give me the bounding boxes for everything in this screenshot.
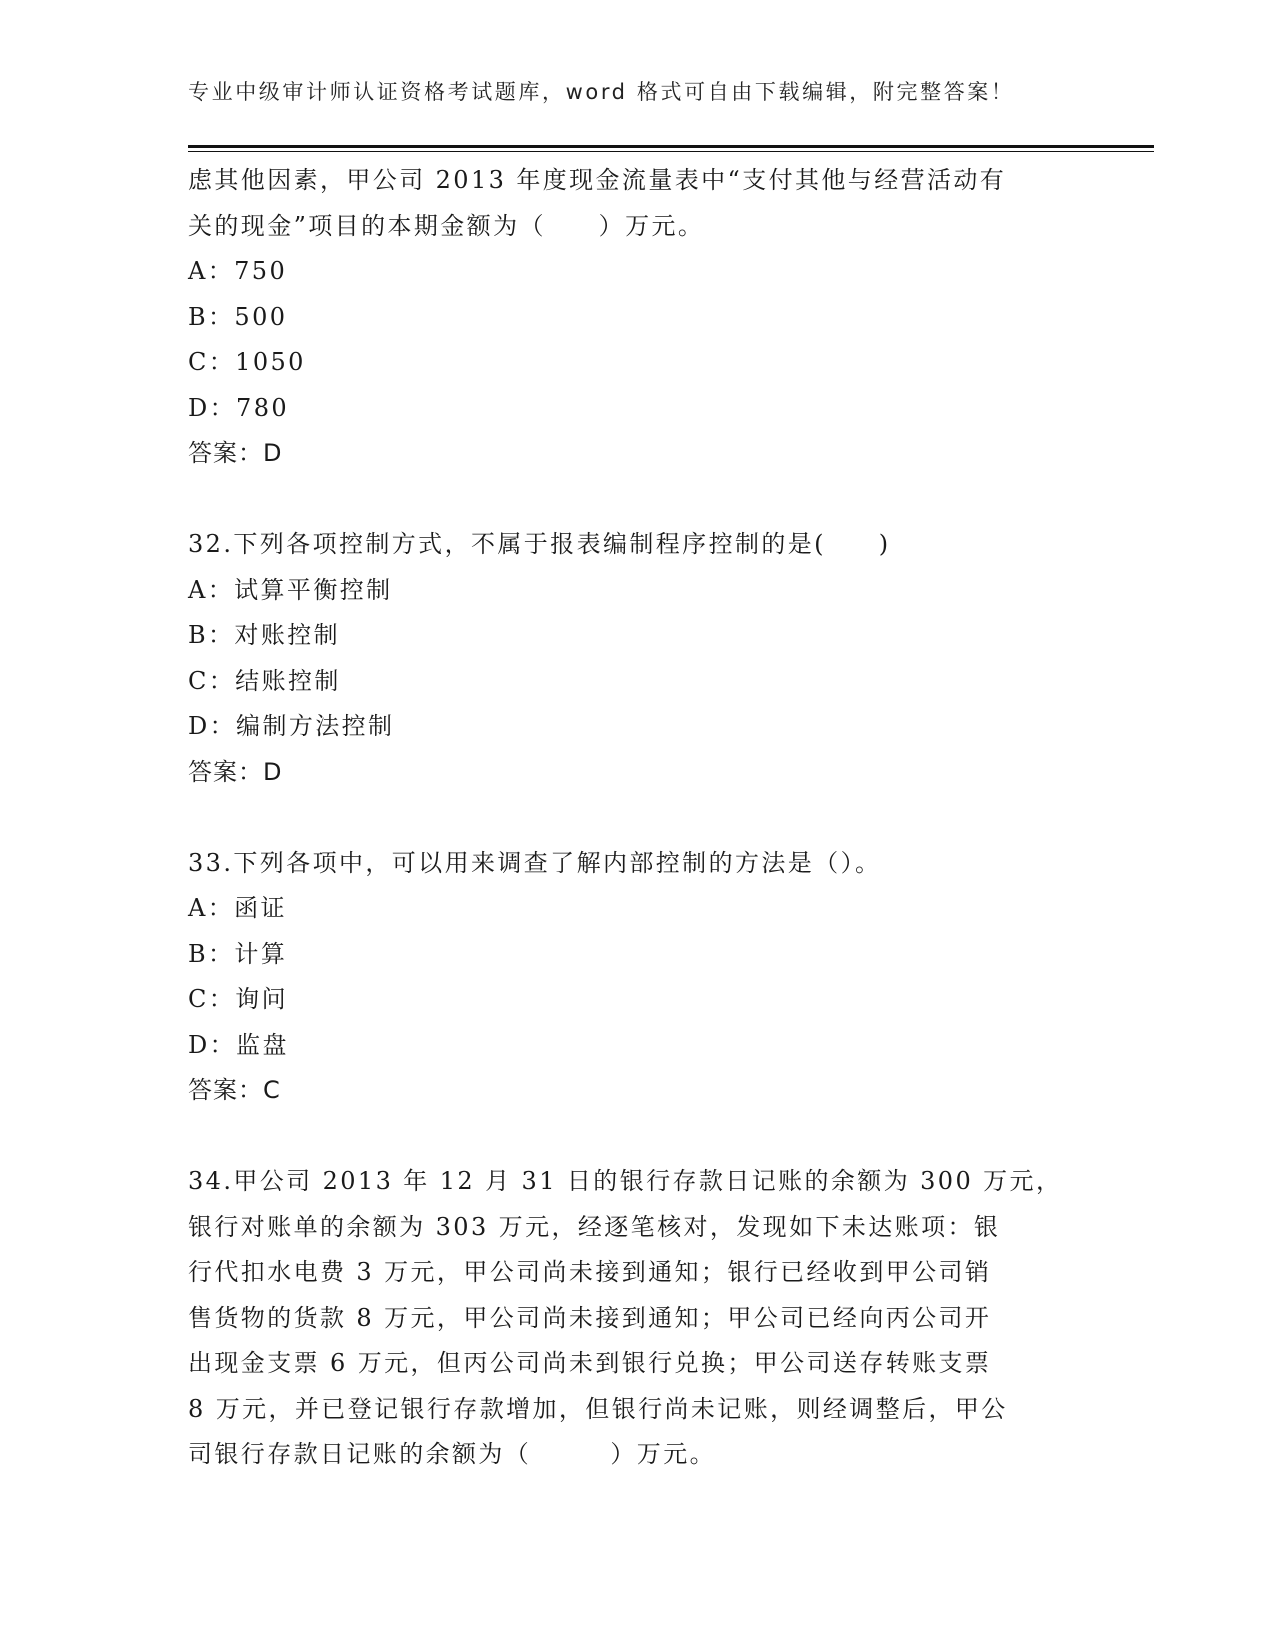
spacer <box>188 477 1088 523</box>
question-stem-line: 8 万元，并已登记银行存款增加，但银行尚未记账，则经调整后，甲公 <box>188 1394 1008 1423</box>
option-a: A：试算平衡控制 <box>188 575 393 604</box>
question-stem-line: 出现金支票 6 万元，但丙公司尚未到银行兑换；甲公司送存转账支票 <box>188 1349 992 1377</box>
option-c: C：1050 <box>188 348 306 376</box>
question-stem-line: 银行对账单的余额为 303 万元，经逐笔核对，发现如下未达账项：银 <box>188 1212 1001 1241</box>
question-32 <box>188 522 1088 795</box>
exam-content <box>188 158 1088 1478</box>
page-header: 专业中级审计师认证资格考试题库，word 格式可自由下载编辑，附完整答案！ <box>188 80 1015 104</box>
option-c: C：询问 <box>188 985 288 1013</box>
question-stem-line: 司银行存款日记账的余额为（ ）万元。 <box>188 1440 716 1468</box>
header-rule-thick <box>188 145 1154 148</box>
option-d: D：编制方法控制 <box>188 712 395 740</box>
option-b: B：计算 <box>188 939 288 968</box>
option-b: B：对账控制 <box>188 621 341 649</box>
question-stem-line: 行代扣水电费 3 万元，甲公司尚未接到通知；银行已经收到甲公司销 <box>188 1258 992 1286</box>
question-31 <box>188 158 1088 477</box>
option-b: B：500 <box>188 302 288 331</box>
question-stem-line: 关的现金”项目的本期金额为（ ）万元。 <box>188 211 705 240</box>
question-stem-line: 32.下列各项控制方式，不属于报表编制程序控制的是( ) <box>188 530 891 558</box>
answer: 答案：C <box>188 1076 281 1104</box>
option-c: C：结账控制 <box>188 666 341 695</box>
header-rule-thin <box>188 151 1154 152</box>
spacer <box>188 795 1088 841</box>
option-d: D：监盘 <box>188 1030 289 1059</box>
question-stem-line: 33.下列各项中，可以用来调查了解内部控制的方法是（）。 <box>188 848 882 877</box>
answer: 答案：D <box>188 439 283 467</box>
question-34 <box>188 1159 1088 1478</box>
answer: 答案：D <box>188 757 283 786</box>
question-stem-line: 虑其他因素，甲公司 2013 年度现金流量表中“支付其他与经营活动有 <box>188 166 1007 194</box>
spacer <box>188 1114 1088 1160</box>
option-a: A：750 <box>188 257 288 285</box>
question-33 <box>188 841 1088 1114</box>
question-stem-line: 34.甲公司 2013 年 12 月 31 日的银行存款日记账的余额为 300 万元， <box>188 1167 1063 1195</box>
option-d: D：780 <box>188 393 290 422</box>
question-stem-line: 售货物的货款 8 万元，甲公司尚未接到通知；甲公司已经向丙公司开 <box>188 1303 992 1332</box>
option-a: A：函证 <box>188 894 287 922</box>
